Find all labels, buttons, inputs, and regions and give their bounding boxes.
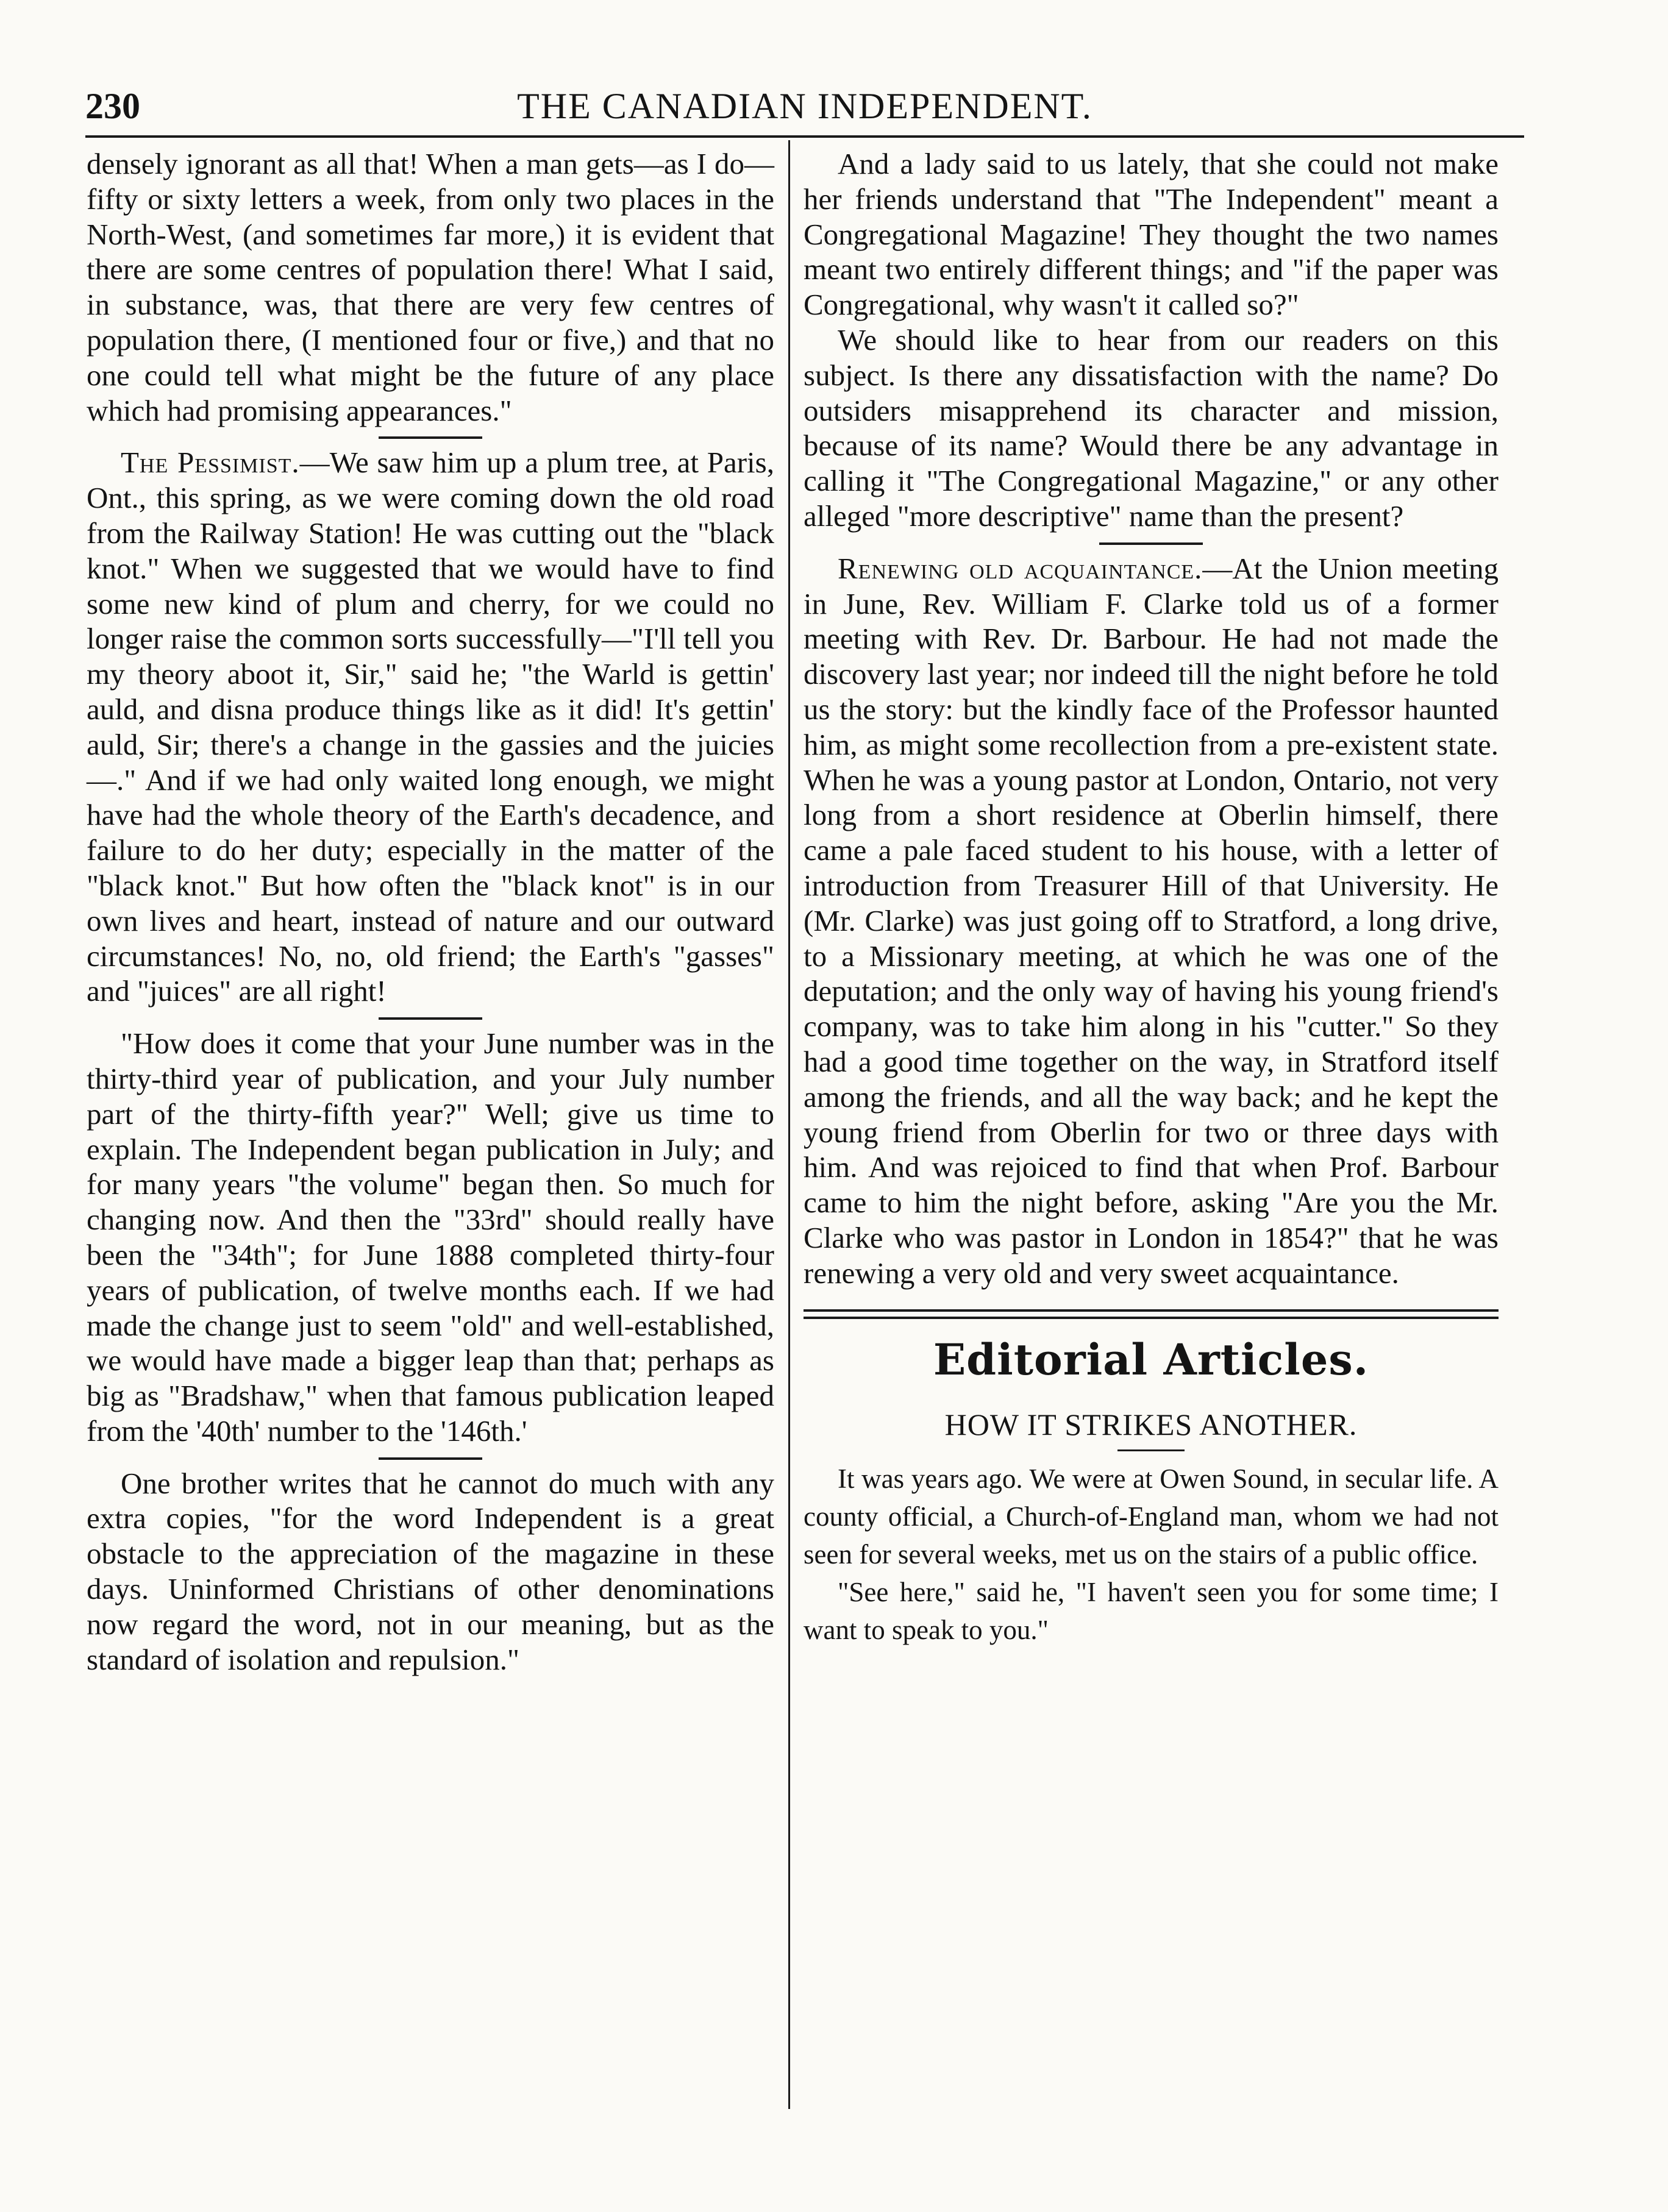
pessimist-heading: The Pessimist. xyxy=(121,446,300,480)
paragraph-northwest: densely ignorant as all that! When a man gets—as I do—fifty or sixty letters a week, from only two places in the North-West, (and sometimes far more,) it is evident that there are some centres of population there! What I said, in substance, was, that there are very few centres of population there, (I mentioned four or five,) and that no one could tell what might be the future of any place which had promising appearances." xyxy=(87,147,774,427)
right-column xyxy=(804,146,1499,1649)
paragraph-lady-remark: And a lady said to us lately, that she could not make her friends understand that "The Independent" meant a Congregational Magazine! They thought the two names meant two entirely different things; and "if the paper was Congregational, why wasn't it called so?" xyxy=(804,147,1499,322)
article-title-rule xyxy=(1117,1449,1185,1451)
section-title-editorial-articles: Editorial Articles. xyxy=(933,1334,1369,1385)
left-column xyxy=(87,146,774,1677)
column-divider xyxy=(788,140,790,2109)
renewing-body: —At the Union meeting in June, Rev. William F. Clarke told us of a former meeting with Rev. Dr. Barbour. He had not made the discovery last year; nor indeed till the night before he told us the story: but the kindly face of the Professor haunted him, as might some recollection from a pre-existent state. When he was a young pastor at London, Ontario, not very long from a short residence at Oberlin himself, there came a pale faced student to his house, with a letter of introduction from Treasurer Hill of that University. He (Mr. Clarke) was just going off to Stratford, a long drive, to a Missionary meeting, at which he was one of the deputation; and the only way of having his young friend's company, was to take him along in his "cutter." So they had a good time together on the way, in Stratford itself among the friends, and all the way back; and he kept the young friend from Oberlin for two or three days with him. And was rejoiced to find that when Prof. Barbour came to him the night before, asking "Are you the Mr. Clarke who was pastor in London in 1854?" that he was renewing a very old and very sweet acquaintance. xyxy=(804,551,1499,1290)
separator-rule xyxy=(379,436,482,439)
paragraph-renewing-acquaintance xyxy=(804,551,1499,1291)
separator-rule xyxy=(379,1457,482,1460)
paragraph-brother-letter: One brother writes that he cannot do much with any extra copies, "for the word Independent is a great obstacle to the appreciation of the magazine in these days. Uninformed Christians of other denominations now regard the word, not in our meaning, but as the standard of isolation and repulsion." xyxy=(87,1466,774,1676)
running-title: THE CANADIAN INDEPENDENT. xyxy=(517,86,1092,126)
page-header xyxy=(85,85,1524,134)
section-double-rule xyxy=(804,1309,1499,1319)
paragraph-readers-question: We should like to hear from our readers on this subject. Is there any dissatisfaction with the name? Do outsiders misapprehend its character and mission, because of its name? Would there be any advantage in calling it "The Congregational Magazine," or any other alleged "more descriptive" name than the present? xyxy=(804,322,1499,533)
header-rule xyxy=(85,135,1524,138)
paragraph-volume-numbering: "How does it come that your June number was in the thirty-third year of publication, and your July number part of the thirty-fifth year?" Well; give us time to explain. The Independent began publication in July; and for many years "the volume" began then. So much for changing now. And then the "33rd" should really have been the "34th"; for June 1888 completed thirty-four years of publication, of twelve months each. If we had made the change just to seem "old" and well-established, we would have made a bigger leap than that; perhaps as big as "Bradshaw," when that famous publication leaped from the '40th' number to the '146th.' xyxy=(87,1026,774,1448)
separator-rule xyxy=(1099,542,1203,545)
article-paragraph-2: "See here," said he, "I haven't seen you for some time; I want to speak to you." xyxy=(804,1576,1499,1645)
renewing-heading: Renewing old acquaintance. xyxy=(838,551,1203,585)
page-number: 230 xyxy=(85,86,140,126)
article-paragraph-1: It was years ago. We were at Owen Sound, in secular life. A county official, a Church-of-England man, whom we had not seen for several weeks, met us on the stairs of a public office. xyxy=(804,1463,1499,1570)
separator-rule xyxy=(379,1017,482,1020)
pessimist-body: —We saw him up a plum tree, at Paris, Ont., this spring, as we were coming down the old road from the Railway Station! He was cutting out the "black knot." When we suggested that we would have to find some new kind of plum and cherry, for we could no longer raise the common sorts successfully—"I'll tell you my theory aboot it, Sir," said he; "the Warld is gettin' auld, and disna produce things like as it did! It's gettin' auld, Sir; there's a change in the gassies and the juicies—." And if we had only waited long enough, we might have had the whole theory of the Earth's decadence, and failure to do her duty; especially in the matter of the "black knot." But how often the "black knot" is in our own lives and heart, instead of nature and our outward circumstances! No, no, old friend; the Earth's "gasses" and "juices" are all right! xyxy=(87,446,774,1008)
paragraph-pessimist xyxy=(87,445,774,1009)
article-title: HOW IT STRIKES ANOTHER. xyxy=(944,1407,1358,1442)
